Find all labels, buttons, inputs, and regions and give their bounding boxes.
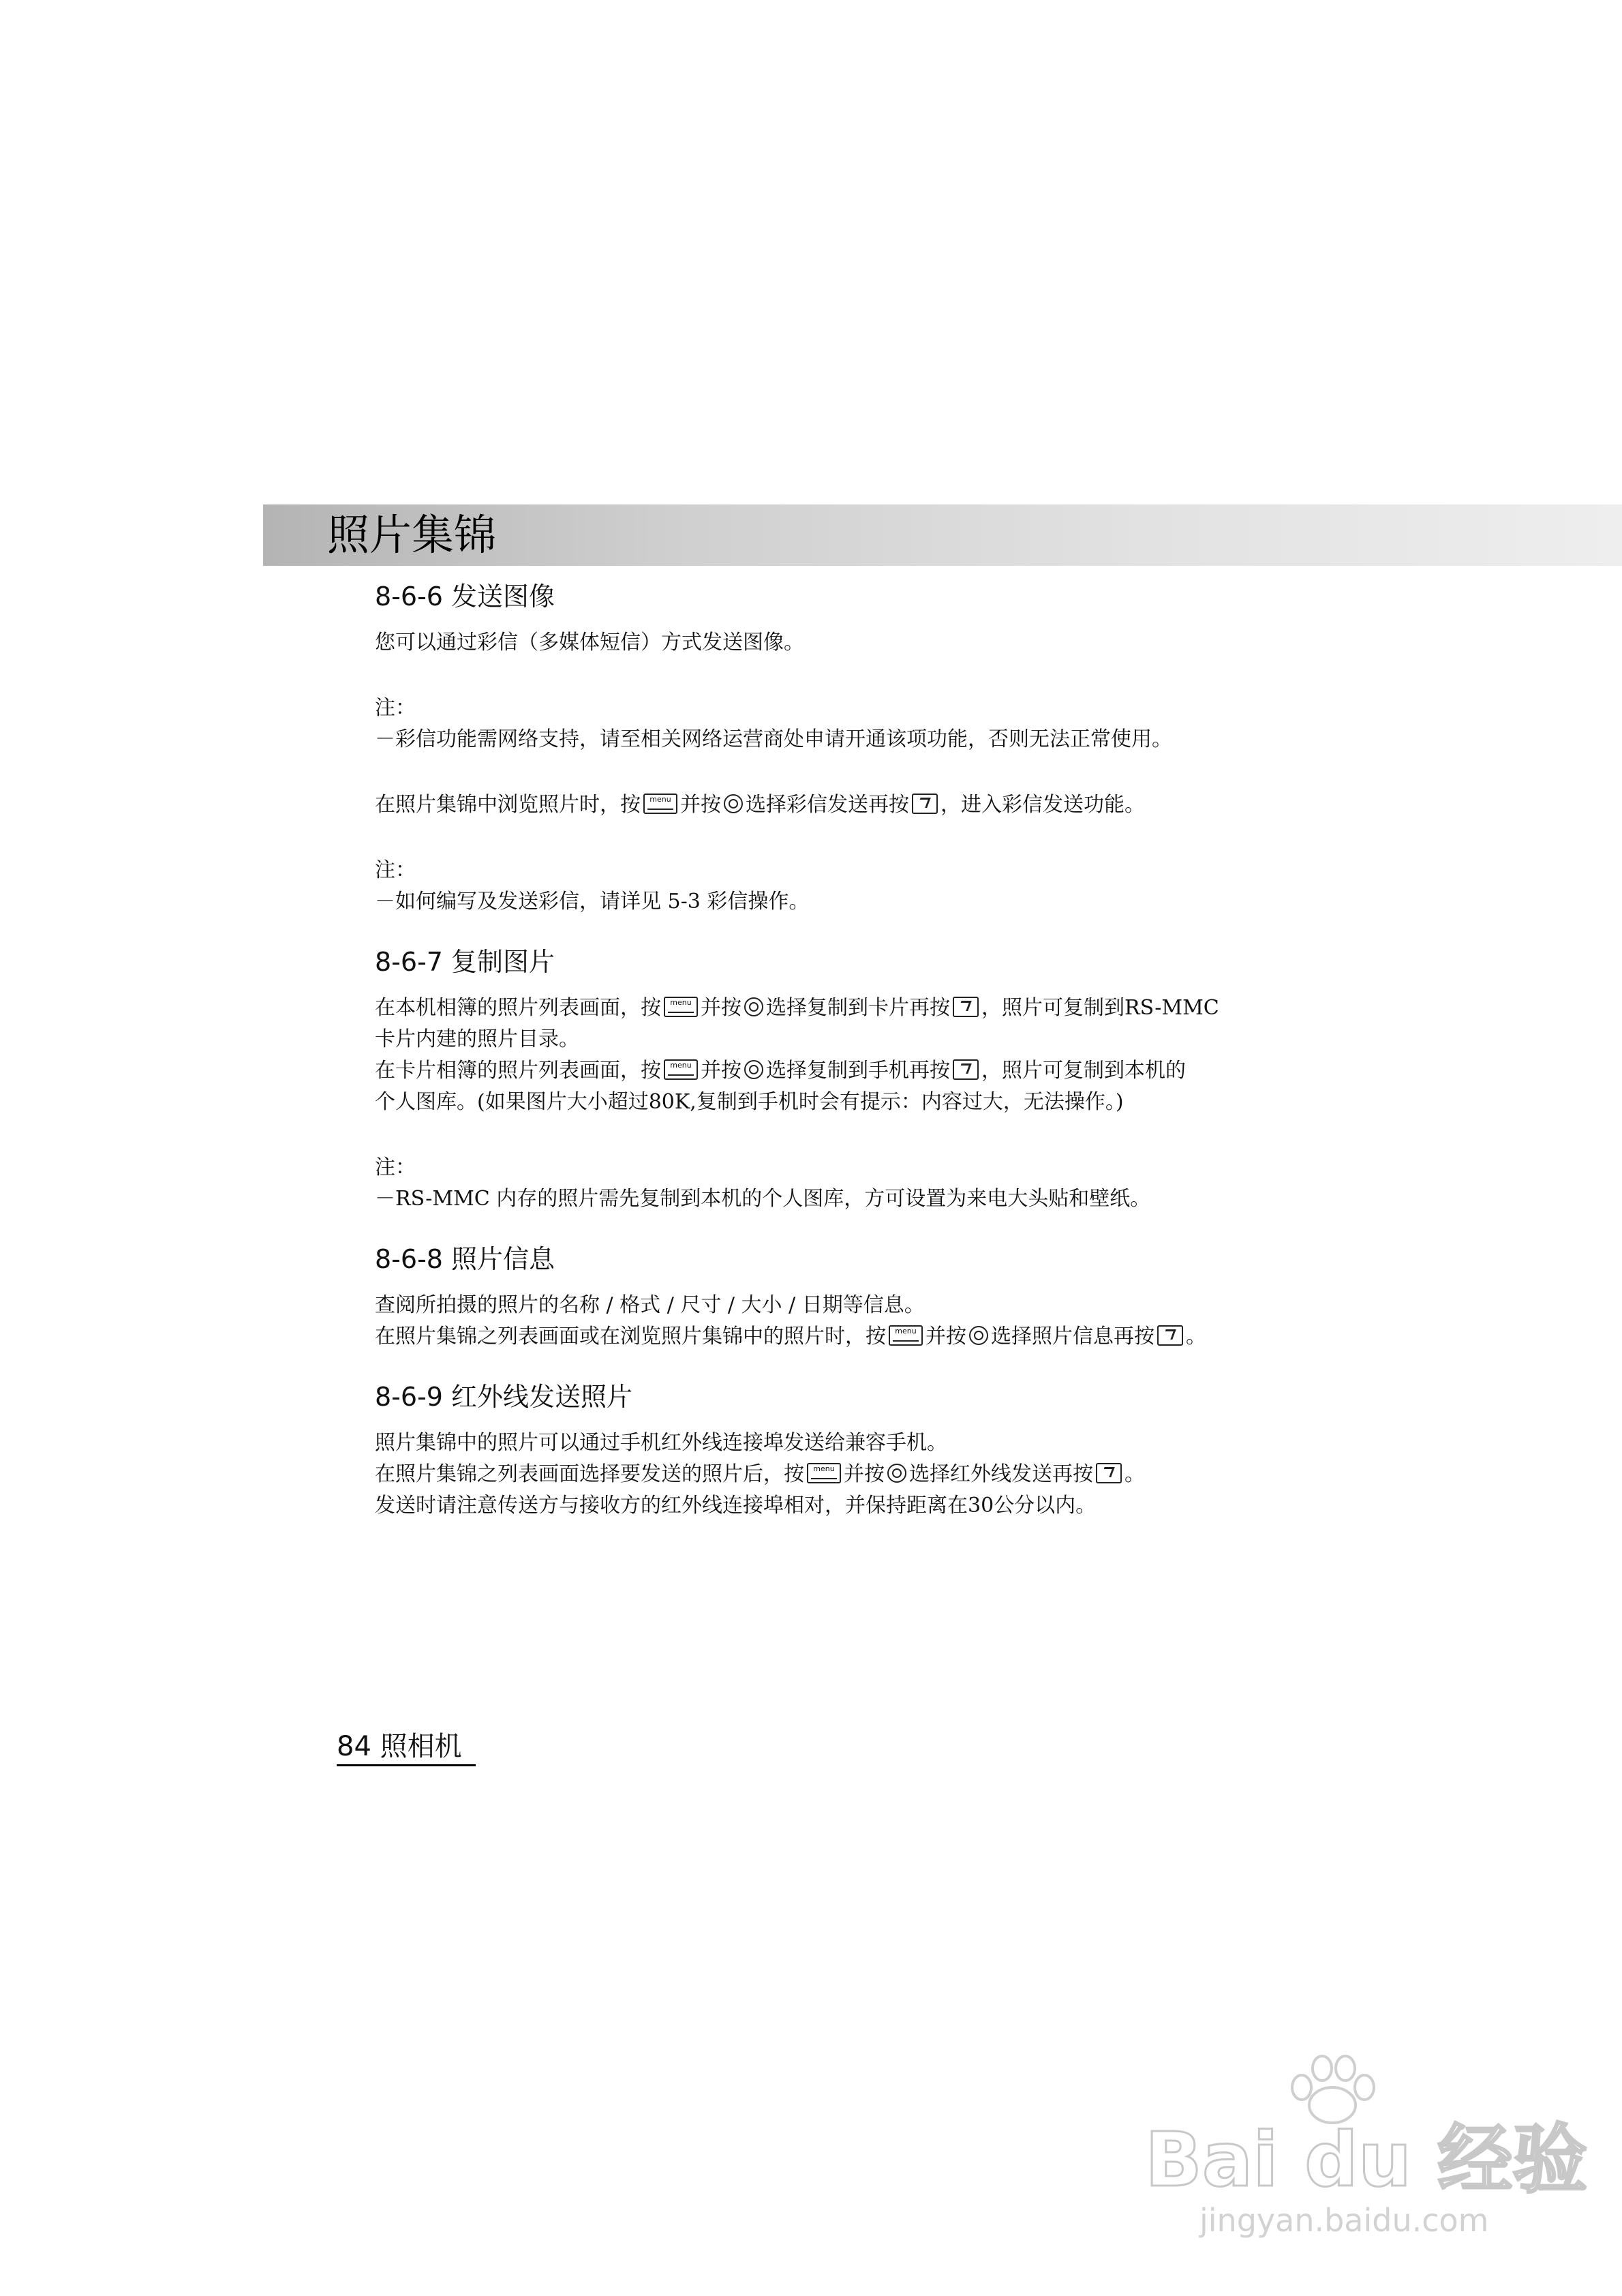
- menu-key-icon: menu: [889, 1325, 923, 1346]
- instruction-text: 并按: [925, 1325, 966, 1348]
- instruction-line: [375, 1321, 1281, 1353]
- section-title-8-6-6: 8-6-6 发送图像: [375, 581, 555, 611]
- content: [375, 579, 1281, 1522]
- instruction-text: 个人图库。(如果图片大小超过80K,复制到手机时会有提示：内容过大，无法操作。): [375, 1090, 1124, 1114]
- instruction-text: 选择彩信发送再按: [746, 793, 909, 817]
- send-key-icon: [912, 794, 938, 814]
- watermark-url: jingyan.baidu.com: [1199, 2202, 1489, 2239]
- note-text: －RS-MMC 内存的照片需先复制到本机的个人图库，方可设置为来电大头贴和壁纸。: [375, 1187, 1151, 1211]
- instruction-line: [375, 1459, 1281, 1490]
- instruction-text: 在照片集锦之列表画面选择要发送的照片后，按: [375, 1462, 804, 1486]
- ok-key-icon: [887, 1464, 906, 1483]
- send-key-icon: [1096, 1463, 1122, 1483]
- note-text: －如何编写及发送彩信，请详见 5-3 彩信操作。: [375, 890, 810, 913]
- instruction-text: 选择照片信息再按: [991, 1325, 1154, 1348]
- instruction-text: 卡片内建的照片目录。: [375, 1027, 579, 1051]
- instruction-text: 在卡片相簿的照片列表画面，按: [375, 1059, 661, 1083]
- note-text: －彩信功能需网络支持，请至相关网络运营商处申请开通该项功能，否则无法正常使用。: [375, 727, 1172, 751]
- ok-key-icon: [744, 997, 763, 1016]
- ok-key-icon: [724, 794, 743, 813]
- instruction-text: 在照片集锦之列表画面或在浏览照片集锦中的照片时，按: [375, 1325, 886, 1348]
- instruction-text: 发送时请注意传送方与接收方的红外线连接埠相对，并保持距离在30公分以内。: [375, 1494, 1097, 1517]
- menu-key-icon: menu: [664, 997, 698, 1017]
- instruction-text: 并按: [701, 1059, 741, 1083]
- instruction-text: 选择红外线发送再按: [909, 1462, 1093, 1486]
- watermark-brand: Bai du 经验: [1145, 2116, 1588, 2203]
- instruction-line: [375, 789, 1281, 821]
- section-intro: 您可以通过彩信（多媒体短信）方式发送图像。: [375, 631, 804, 654]
- menu-key-icon: menu: [807, 1463, 841, 1483]
- send-key-icon: [1157, 1325, 1183, 1346]
- page-footer: 84 照相机: [337, 1729, 476, 1766]
- baidu-watermark: [1145, 2052, 1588, 2256]
- instruction-line: [375, 1055, 1281, 1087]
- instruction-text: 选择复制到卡片再按: [766, 996, 950, 1020]
- instruction-text: 并按: [701, 996, 741, 1020]
- send-key-icon: [953, 1059, 979, 1080]
- menu-key-icon: menu: [664, 1059, 698, 1080]
- send-key-icon: [953, 997, 979, 1017]
- instruction-text: 在本机相簿的照片列表画面，按: [375, 996, 661, 1020]
- instruction-text: ，照片可复制到本机的: [981, 1059, 1186, 1083]
- instruction-text: 并按: [680, 793, 721, 817]
- instruction-text: 照片集锦中的照片可以通过手机红外线连接埠发送给兼容手机。: [375, 1431, 947, 1455]
- instruction-text: ，照片可复制到RS-MMC: [981, 996, 1219, 1020]
- instruction-text: 选择复制到手机再按: [766, 1059, 950, 1083]
- note-label: 注：: [375, 858, 416, 882]
- instruction-text: 查阅所拍摄的照片的名称 / 格式 / 尺寸 / 大小 / 日期等信息。: [375, 1293, 925, 1317]
- note-label: 注：: [375, 1155, 416, 1179]
- ok-key-icon: [744, 1060, 763, 1079]
- section-title-8-6-9: 8-6-9 红外线发送照片: [375, 1382, 633, 1412]
- instruction-text: 。: [1186, 1325, 1206, 1348]
- instruction-text: 并按: [844, 1462, 885, 1486]
- instruction-text: ，进入彩信发送功能。: [940, 793, 1145, 817]
- instruction-line: [375, 993, 1281, 1024]
- instruction-text: 在照片集锦中浏览照片时，按: [375, 793, 641, 817]
- note-label: 注：: [375, 696, 416, 720]
- menu-key-icon: menu: [643, 794, 677, 814]
- page-title: 照片集锦: [327, 510, 497, 560]
- section-title-8-6-8: 8-6-8 照片信息: [375, 1244, 555, 1274]
- section-title-8-6-7: 8-6-7 复制图片: [375, 947, 555, 977]
- instruction-text: 。: [1124, 1462, 1145, 1486]
- ok-key-icon: [969, 1326, 988, 1345]
